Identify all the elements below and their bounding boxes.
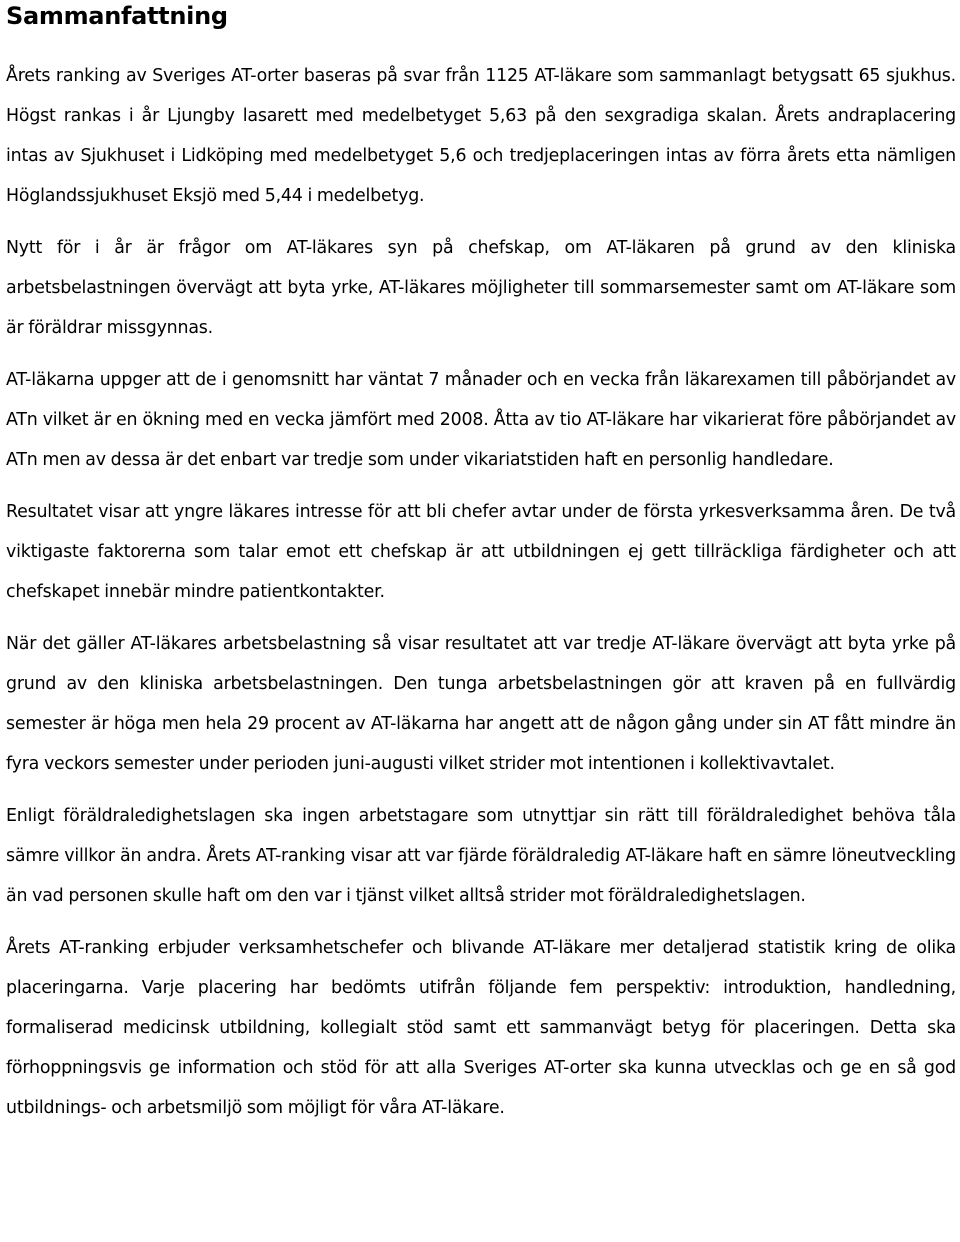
paragraph-leadership-interest: Resultatet visar att yngre läkares intresse för att bli chefer avtar under de första yrkesverksamma åren. De två viktigaste faktorerna som talar emot ett chefskap är att utbildningen ej gett tillräckliga färdigheter och att chefskapet innebär mindre patientkontakter. (6, 502, 956, 602)
paragraph-ranking-results: Årets ranking av Sveriges AT-orter baseras på svar från 1125 AT-läkare som sammanlagt betygsatt 65 sjukhus. Högst rankas i år Ljungby lasarett med medelbetyget 5,63 på den sexgradiga skalan. Årets andraplacering intas av Sjukhuset i Lidköping med medelbetyget 5,6 och tredjeplaceringen intas av förra årets etta nämligen Höglandssjukhuset Eksjö med 5,44 i medelbetyg. (6, 66, 956, 206)
paragraph-parental-leave: Enligt föräldraledighetslagen ska ingen arbetstagare som utnyttjar sin rätt till föräldraledighet behöva tåla sämre villkor än andra. Årets AT-ranking visar att var fjärde föräldraledig AT-läkare haft en sämre löneutveckling än vad personen skulle haft om den var i tjänst vilket alltså strider mot föräldraledighetslagen. (6, 806, 956, 906)
paragraph-new-questions: Nytt för i år är frågor om AT-läkares syn på chefskap, om AT-läkaren på grund av den kliniska arbetsbelastningen övervägt att byta yrke, AT-läkares möjligheter till sommarsemester samt om AT-läkare som är föräldrar missgynnas. (6, 238, 956, 338)
paragraph-workload: När det gäller AT-läkares arbetsbelastning så visar resultatet att var tredje AT-läkare övervägt att byta yrke på grund av den kliniska arbetsbelastningen. Den tunga arbetsbelastningen gör att kraven på en fullvärdig semester är höga men hela 29 procent av AT-läkarna har angett att de någon gång under sin AT fått mindre än fyra veckors semester under perioden juni-augusti vilket strider mot intentionen i kollektivavtalet. (6, 634, 956, 774)
section-heading: Sammanfattning (6, 2, 228, 30)
paragraph-statistics: Årets AT-ranking erbjuder verksamhetschefer och blivande AT-läkare mer detaljerad statistik kring de olika placeringarna. Varje placering har bedömts utifrån följande fem perspektiv: introduktion, handledning, formaliserad medicinsk utbildning, kollegialt stöd samt ett sammanvägt betyg för placeringen. Detta ska förhoppningsvis ge information och stöd för att alla Sveriges AT-orter ska kunna utvecklas och ge en så god utbildnings- och arbetsmiljö som möjligt för våra AT-läkare. (6, 938, 956, 1118)
paragraph-waiting-time: AT-läkarna uppger att de i genomsnitt har väntat 7 månader och en vecka från läkarexamen till påbörjandet av ATn vilket är en ökning med en vecka jämfört med 2008. Åtta av tio AT-läkare har vikarierat före påbörjandet av ATn men av dessa är det enbart var tredje som under vikariatstiden haft en personlig handledare. (6, 370, 956, 470)
document-page (6, 0, 956, 1128)
